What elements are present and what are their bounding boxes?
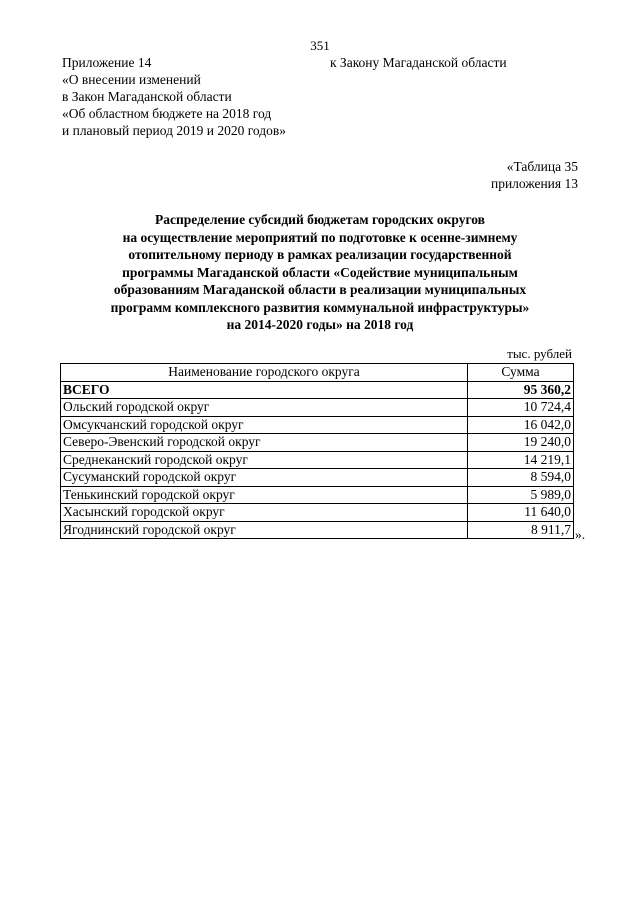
table-row [61,416,574,434]
annex-line: «О внесении изменений [62,72,201,87]
title-line: образованиям Магаданской области в реализации муниципальных [113,282,527,297]
table-row [61,434,574,452]
title-line: Распределение субсидий бюджетам городских округов [155,212,485,227]
table-row [61,469,574,487]
district-name: Ольский городской округ [61,399,468,417]
closing-quote: ». [575,527,586,542]
title-line: программы Магаданской области «Содействие муниципальным [122,264,518,280]
subsidy-table [60,363,574,539]
annex-line: и плановый период 2019 и 2020 годов» [62,123,287,138]
annex-header [62,54,286,139]
table-ref-line: «Таблица 35 [506,159,578,174]
district-sum: 5 989,0 [468,486,574,504]
annex-line: Приложение 14 [62,55,152,70]
district-name: Сусуманский городской округ [61,469,468,487]
table-ref-line: приложения 13 [490,176,578,191]
title-line: программ комплексного развития коммунальной инфраструктуры» [110,299,530,315]
district-sum: 16 042,0 [468,416,574,434]
table-row [61,399,574,417]
title-line: на осуществление мероприятий по подготовке к осенне-зимнему [122,229,518,245]
table-reference [491,158,578,192]
district-name: Хасынский городской округ [61,504,468,522]
page-number: 351 [310,38,330,53]
header-sum: Сумма [468,364,574,382]
header-name: Наименование городского округа [61,364,468,382]
table-header-row [61,364,574,382]
district-name: Омсукчанский городской округ [61,416,468,434]
district-sum: 19 240,0 [468,434,574,452]
title-line: отопительному периоду в рамках реализации государственной [128,247,512,262]
units-label: тыс. рублей [507,346,572,361]
table-row [61,521,574,539]
total-label: ВСЕГО [61,381,468,399]
table-total-row [61,381,574,399]
district-name: Ягоднинский городской округ [61,521,468,539]
table-row [61,451,574,469]
total-sum: 95 360,2 [468,381,574,399]
district-sum: 8 594,0 [468,469,574,487]
document-title [62,211,578,334]
title-line: на 2014-2020 годы» на 2018 год [226,317,414,332]
district-sum: 14 219,1 [468,451,574,469]
annex-line: в Закон Магаданской области [62,89,232,104]
district-name: Тенькинский городской округ [61,486,468,504]
table-row [61,486,574,504]
district-name: Северо-Эвенский городской округ [61,434,468,452]
law-reference: к Закону Магаданской области [330,55,507,70]
district-sum: 11 640,0 [468,504,574,522]
district-sum: 10 724,4 [468,399,574,417]
district-sum: 8 911,7 [468,521,574,539]
table-row [61,504,574,522]
district-name: Среднеканский городской округ [61,451,468,469]
annex-line: «Об областном бюджете на 2018 год [62,106,272,121]
